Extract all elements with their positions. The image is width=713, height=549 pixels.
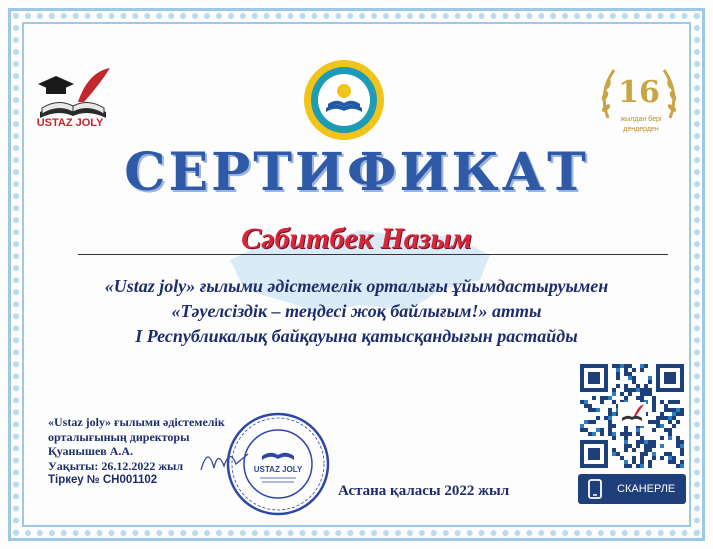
qr-code[interactable]: [580, 364, 684, 468]
logo-text: USTAZ JOLY: [36, 117, 104, 129]
issue-date: Уақыты: 26.12.2022 жыл: [48, 458, 184, 473]
certificate-title: СЕРТИФИКАТ: [124, 142, 589, 203]
badge-caption-1: жылдан бері: [620, 116, 662, 123]
scan-icon-container: [578, 474, 612, 504]
body-line-2: «Тәуелсіздік – теңдесі жоқ байлығым!» атты: [171, 301, 542, 321]
body-line-3: І Республикалық байқауына қатысқандығын растайды: [135, 326, 578, 346]
stamp-text: USTAZ JOLY: [253, 465, 303, 474]
scan-button[interactable]: [578, 474, 686, 504]
signer-org: «Ustaz joly» ғылыми әдістемелік: [48, 415, 225, 429]
ministry-emblem-icon: [302, 58, 386, 142]
signer-position: орталығының директоры: [48, 429, 190, 444]
scan-button-label: СКАНЕРЛЕ: [617, 483, 676, 495]
official-stamp-icon: [224, 410, 332, 518]
signer-name: Қуанышев А.А.: [48, 444, 134, 458]
phone-icon: [588, 479, 602, 499]
badge-number: 16: [618, 75, 660, 110]
badge-caption-2: дендерден: [623, 126, 659, 133]
body-line-1: «Ustaz joly» ғылыми әдістемелік орталығы ұйымдастыруымен: [104, 276, 609, 296]
city-year: Астана қаласы 2022 жыл: [338, 483, 510, 499]
recipient-name: Сәбитбек Назым: [241, 222, 472, 255]
registration-number: Тіркеу № СН001102: [48, 474, 158, 486]
scan-label-container: [612, 474, 686, 504]
